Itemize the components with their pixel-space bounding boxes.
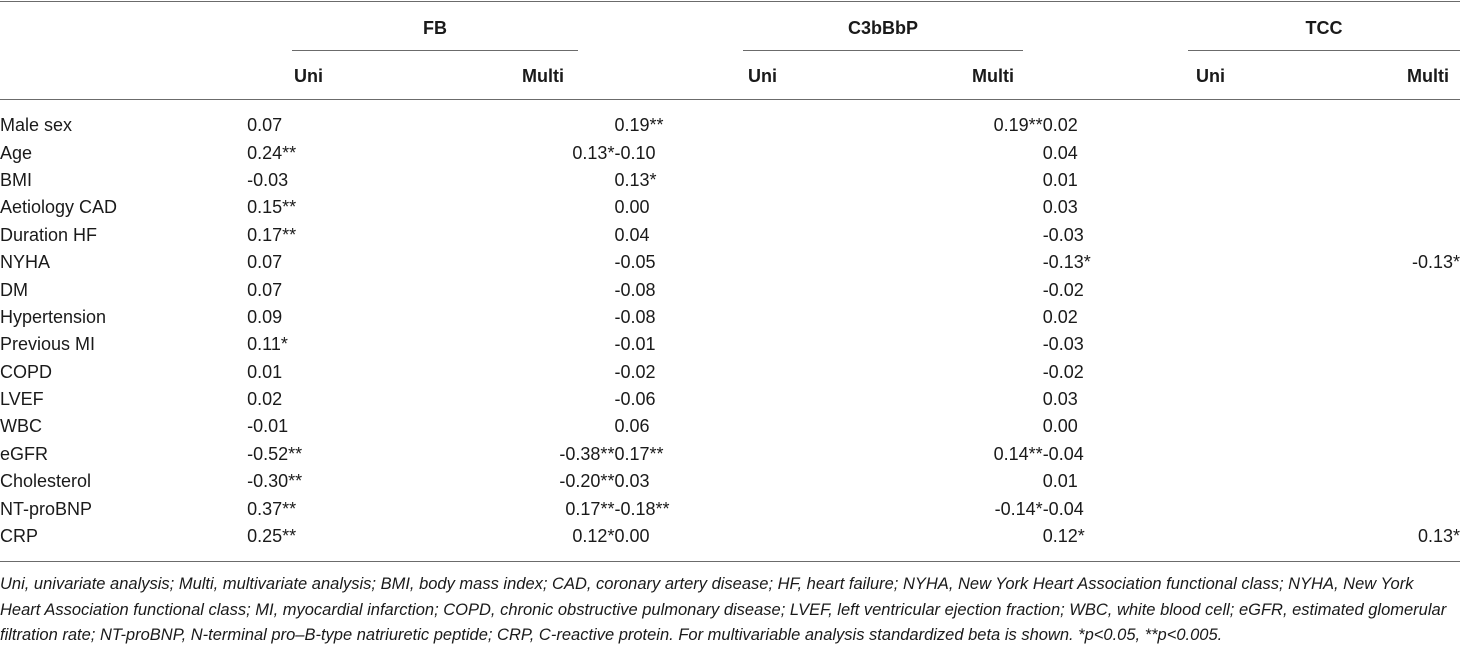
c3bbbp-multi-value [841,359,1042,386]
row-label: LVEF [0,389,44,410]
row-label: Cholesterol [0,471,92,492]
fb-multi-value [478,386,614,413]
table-row [0,112,1460,139]
subheader-tcc-uni: Uni [1196,66,1225,86]
tcc-multi-value [1248,386,1460,413]
fb-multi-value [478,194,614,221]
subheader-c3bbbp-uni: Uni [748,66,777,86]
table-row [0,359,1460,386]
tcc-multi-value [1248,441,1460,468]
fb-multi-value [478,276,614,303]
tcc-uni-value: 0.01 [1042,169,1078,190]
c3bbbp-multi-value [841,276,1042,303]
fb-uni-value: 0.25** [247,526,297,547]
fb-uni-value: 0.07 [247,279,283,300]
tcc-multi-value [1248,359,1460,386]
fb-multi-value: 0.13* [572,142,615,163]
fb-uni-value: 0.15** [247,197,297,218]
table-row [0,468,1460,495]
fb-multi-value: 0.17** [565,498,615,519]
fb-multi-value: -0.38** [559,443,615,464]
c3bbbp-uni-value: 0.03 [614,471,650,492]
tcc-multi-value [1248,495,1460,522]
fb-uni-value: 0.01 [247,361,283,382]
fb-multi-value: -0.20** [559,471,615,492]
tcc-uni-value: -0.03 [1042,224,1084,245]
row-label: Aetiology CAD [0,197,118,218]
table-row [0,523,1460,550]
c3bbbp-multi-value [841,139,1042,166]
fb-uni-value: -0.52** [247,443,303,464]
fb-uni-value: 0.07 [247,115,283,136]
tcc-multi-value [1248,413,1460,440]
fb-multi-value [478,359,614,386]
fb-uni-value: 0.07 [247,252,283,273]
c3bbbp-uni-value: 0.00 [614,526,650,547]
tcc-uni-value: -0.03 [1042,334,1084,355]
fb-multi-value [478,222,614,249]
tcc-uni-value: 0.04 [1042,142,1078,163]
tcc-multi-value [1248,222,1460,249]
tcc-multi-value: 0.13* [1417,526,1460,547]
group-header-c3bbbp: C3bBbP [847,18,918,38]
c3bbbp-uni-value: -0.02 [614,361,656,382]
group-underline-tcc [1188,50,1460,51]
tcc-uni-value: 0.02 [1042,115,1078,136]
tcc-multi-value [1248,276,1460,303]
fb-uni-value: 0.02 [247,389,283,410]
fb-uni-value: -0.01 [247,416,289,437]
c3bbbp-uni-value: 0.13* [614,169,657,190]
c3bbbp-multi-value: -0.14* [994,498,1043,519]
tcc-multi-value [1248,331,1460,358]
fb-multi-value [478,167,614,194]
tcc-uni-value: 0.00 [1042,416,1078,437]
fb-multi-value [478,331,614,358]
c3bbbp-multi-value [841,386,1042,413]
results-table-body [0,112,1460,550]
fb-uni-value: 0.17** [247,224,297,245]
fb-multi-value [478,112,614,139]
tcc-uni-value: -0.02 [1042,279,1084,300]
table-bottom-rule [0,561,1460,562]
table-row [0,304,1460,331]
tcc-uni-value: -0.13* [1042,252,1091,273]
table-row [0,222,1460,249]
subheader-tcc-multi: Multi [1407,66,1449,86]
c3bbbp-multi-value [841,167,1042,194]
table-row [0,194,1460,221]
c3bbbp-multi-value [841,194,1042,221]
table-row [0,276,1460,303]
c3bbbp-multi-value [841,468,1042,495]
table-row [0,413,1460,440]
group-underline-c3bbbp [743,50,1023,51]
tcc-multi-value [1248,194,1460,221]
header-bottom-rule [0,99,1460,100]
fb-uni-value: -0.30** [247,471,303,492]
c3bbbp-uni-value: -0.08 [614,279,656,300]
row-label: Male sex [0,115,73,136]
row-label: CRP [0,526,39,547]
tcc-multi-value [1248,304,1460,331]
table-row [0,249,1460,276]
c3bbbp-multi-value: 0.14** [993,443,1043,464]
fb-multi-value [478,249,614,276]
fb-multi-value [478,413,614,440]
table-row [0,331,1460,358]
c3bbbp-uni-value: 0.19** [614,115,664,136]
c3bbbp-uni-value: 0.04 [614,224,650,245]
table-row [0,139,1460,166]
c3bbbp-uni-value: -0.08 [614,306,656,327]
subheader-fb-multi: Multi [522,66,564,86]
row-label: DM [0,279,28,300]
subheader-fb-uni: Uni [294,66,323,86]
c3bbbp-multi-value [841,222,1042,249]
c3bbbp-multi-value [841,413,1042,440]
tcc-uni-value: 0.03 [1042,389,1078,410]
subheader-c3bbbp-multi: Multi [972,66,1014,86]
c3bbbp-uni-value: -0.18** [614,498,670,519]
tcc-uni-value: 0.01 [1042,471,1078,492]
tcc-multi-value [1248,112,1460,139]
fb-uni-value: 0.11* [247,334,288,355]
table-row [0,495,1460,522]
c3bbbp-uni-value: 0.00 [614,197,650,218]
row-label: BMI [0,169,33,190]
row-label: Duration HF [0,224,98,245]
fb-uni-value: -0.03 [247,169,289,190]
c3bbbp-uni-value: 0.17** [614,443,664,464]
fb-multi-value [478,304,614,331]
fb-uni-value: 0.09 [247,306,283,327]
fb-multi-value: 0.12* [572,526,615,547]
table-row [0,386,1460,413]
c3bbbp-uni-value: -0.10 [614,142,656,163]
table-row [0,167,1460,194]
results-table [0,112,1460,550]
group-header-tcc: TCC [1305,18,1343,38]
group-underline-fb [292,50,578,51]
row-label: Hypertension [0,306,107,327]
tcc-uni-value: -0.02 [1042,361,1084,382]
tcc-uni-value: 0.02 [1042,306,1078,327]
fb-uni-value: 0.37** [247,498,297,519]
row-label: NYHA [0,252,51,273]
tcc-multi-value [1248,167,1460,194]
tcc-uni-value: 0.12* [1042,526,1085,547]
c3bbbp-multi-value [841,249,1042,276]
row-label: Age [0,142,33,163]
row-label: COPD [0,361,53,382]
tcc-uni-value: -0.04 [1042,498,1084,519]
c3bbbp-multi-value [841,523,1042,550]
tcc-uni-value: -0.04 [1042,443,1084,464]
tcc-multi-value: -0.13* [1411,252,1460,273]
tcc-multi-value [1248,139,1460,166]
c3bbbp-uni-value: -0.06 [614,389,656,410]
table-top-rule [0,1,1460,2]
row-label: eGFR [0,443,49,464]
c3bbbp-multi-value: 0.19** [993,115,1043,136]
tcc-uni-value: 0.03 [1042,197,1078,218]
row-label: WBC [0,416,42,437]
c3bbbp-multi-value [841,304,1042,331]
c3bbbp-uni-value: 0.06 [614,416,650,437]
c3bbbp-uni-value: -0.01 [614,334,656,355]
c3bbbp-uni-value: -0.05 [614,252,656,273]
table-footnote: Uni, univariate analysis; Multi, multivariate analysis; BMI, body mass index; CAD, coronary artery disease; HF, heart failure; NYHA, New York Heart Association functional class; NYHA, New York Heart Association functional class; MI, myocardial infarction; COPD, chronic obstructive pulmonary disease; LVEF, left ventricular ejection fraction; WBC, white blood cell; eGFR, estimated glomerular filtration rate; NT-proBNP, N-terminal pro–B-type natriuretic peptide; CRP, C-reactive protein. For multivariable analysis standardized beta is shown. *p<0.05, **p<0.005. [0,575,1447,644]
fb-uni-value: 0.24** [247,142,297,163]
row-label: NT-proBNP [0,498,93,519]
c3bbbp-multi-value [841,331,1042,358]
tcc-multi-value [1248,468,1460,495]
row-label: Previous MI [0,334,96,355]
group-header-fb: FB [423,18,447,38]
table-row [0,441,1460,468]
